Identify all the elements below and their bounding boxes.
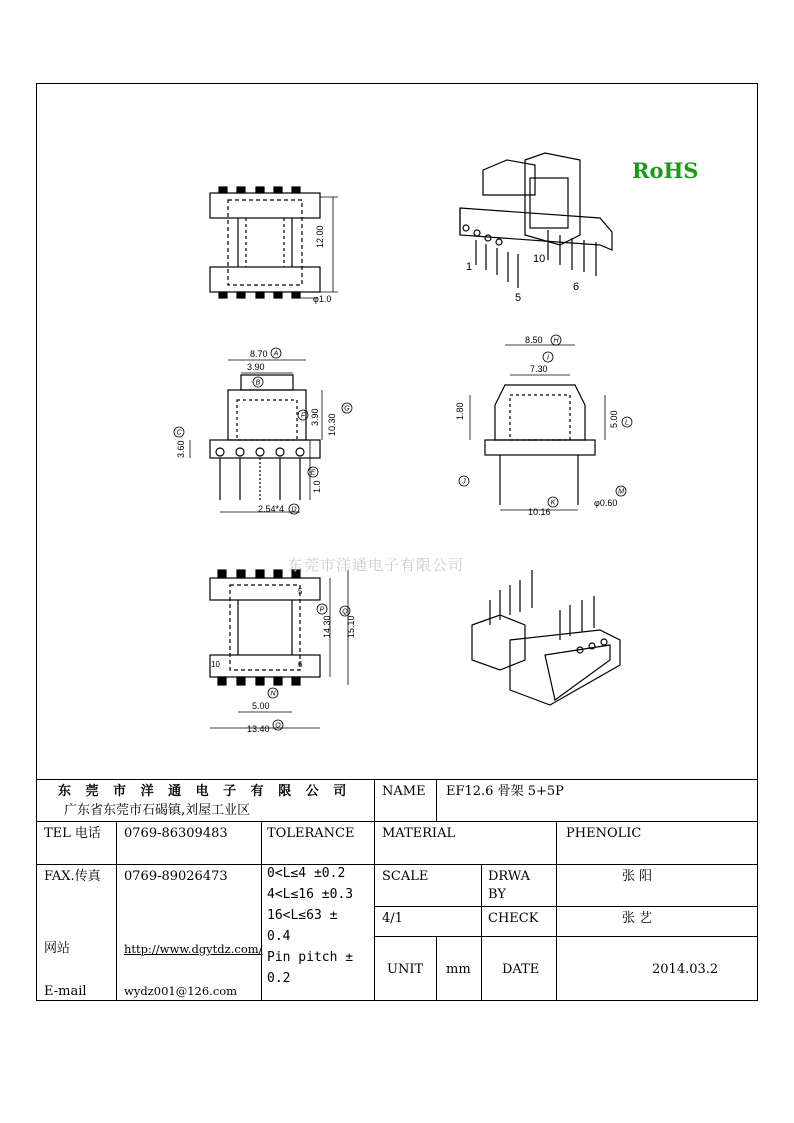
ref-j: J (462, 478, 466, 486)
material-value: PHENOLIC (566, 826, 642, 841)
ref-l: L (625, 419, 629, 427)
website-label: 网站 (44, 941, 71, 956)
bottom-view-drawing (210, 570, 348, 728)
iso-pin-6: 6 (573, 281, 580, 293)
ref-q: Q (342, 608, 348, 616)
ref-o: O (275, 722, 281, 730)
company-address: 广东省东莞市石碣镇,刘屋工业区 (64, 803, 251, 818)
pin-label-6: 6 (298, 660, 303, 669)
dim-pin-diameter: φ1.0 (313, 294, 332, 304)
dim-e: 1.0 (312, 480, 322, 493)
pin-label-10: 10 (211, 660, 220, 669)
tolerance-line-6: 0.2 (267, 971, 291, 986)
dim-12: 12.00 (315, 225, 325, 248)
dim-n: 5.00 (252, 701, 270, 711)
fax-value: 0769-89026473 (124, 869, 228, 884)
dim-q: 15.10 (346, 615, 356, 638)
iso-pin-1: 1 (466, 261, 473, 273)
email-label: E-mail (44, 984, 87, 999)
date-value: 2014.03.2 (652, 962, 719, 977)
title-block (36, 779, 758, 1001)
ref-e: E (310, 469, 316, 477)
dim-d: 2.54*4 (258, 504, 285, 514)
tel-label: TEL 电话 (44, 826, 101, 841)
fax-label: FAX.传真 (44, 869, 101, 884)
dim-f: 3.90 (310, 408, 320, 426)
unit-label: UNIT (387, 962, 424, 977)
date-label: DATE (502, 962, 540, 977)
tolerance-label: TOLERANCE (267, 826, 355, 841)
rohs-mark: RoHS (632, 158, 699, 183)
ref-n: N (270, 690, 276, 698)
dim-b: 3.90 (247, 362, 265, 372)
ref-i: I (547, 354, 549, 362)
check-value: 张 艺 (622, 911, 653, 926)
drawn-by-label-1: DRWA (488, 869, 531, 884)
drawn-by-label-2: BY (488, 887, 506, 902)
dim-p: 14.30 (322, 615, 332, 638)
check-label: CHECK (488, 911, 539, 926)
email-value: wydz001@126.com (124, 984, 238, 998)
ref-m: M (618, 488, 624, 496)
dim-1-80: 1.80 (455, 402, 465, 420)
ref-a: A (273, 350, 279, 358)
dim-h: 8.50 (525, 335, 543, 345)
ref-c: C (176, 429, 182, 437)
ref-h: H (553, 337, 559, 345)
tolerance-line-5: Pin pitch ± (267, 950, 354, 965)
isometric-view-top (460, 153, 612, 288)
ref-b: B (255, 379, 261, 387)
ref-f: F (300, 412, 306, 420)
iso-pin-5: 5 (515, 292, 522, 304)
ref-d: D (291, 506, 297, 514)
dim-a: 8.70 (250, 349, 268, 359)
tolerance-line-2: 4<L≤16 ±0.3 (267, 887, 354, 902)
tolerance-line-1: 0<L≤4 ±0.2 (267, 866, 346, 881)
isometric-view-bottom (472, 570, 620, 705)
watermark: 东莞市洋通电子有限公司 (288, 556, 465, 574)
dim-m: φ0.60 (594, 498, 618, 508)
ref-k: K (550, 499, 556, 507)
dim-l: 5.00 (609, 410, 619, 428)
tel-value: 0769-86309483 (124, 826, 228, 841)
pin-label-5: 5 (298, 587, 303, 596)
unit-value: mm (446, 962, 471, 977)
website-link[interactable]: http://www.dgytdz.com/ (124, 942, 263, 956)
material-label: MATERIAL (382, 826, 456, 841)
dim-o: 13.40 (247, 724, 270, 734)
name-label: NAME (382, 784, 426, 799)
dim-c: 3.60 (176, 440, 186, 458)
iso-pin-10: 10 (533, 253, 546, 265)
tolerance-line-3: 16<L≤63 ± (267, 908, 338, 923)
dim-g: 10.30 (327, 413, 337, 436)
dim-i: 7.30 (530, 364, 548, 374)
ref-p: P (319, 606, 325, 614)
tolerance-line-4: 0.4 (267, 929, 291, 944)
scale-label: SCALE (382, 869, 429, 884)
company-name: 东 莞 市 洋 通 电 子 有 限 公 司 (58, 784, 352, 799)
ref-g: G (344, 405, 350, 413)
drawn-by-value: 张 阳 (622, 869, 653, 884)
dim-k: 10.16 (528, 507, 551, 517)
scale-value: 4/1 (382, 911, 403, 926)
name-value: EF12.6 骨架 5+5P (446, 784, 564, 799)
